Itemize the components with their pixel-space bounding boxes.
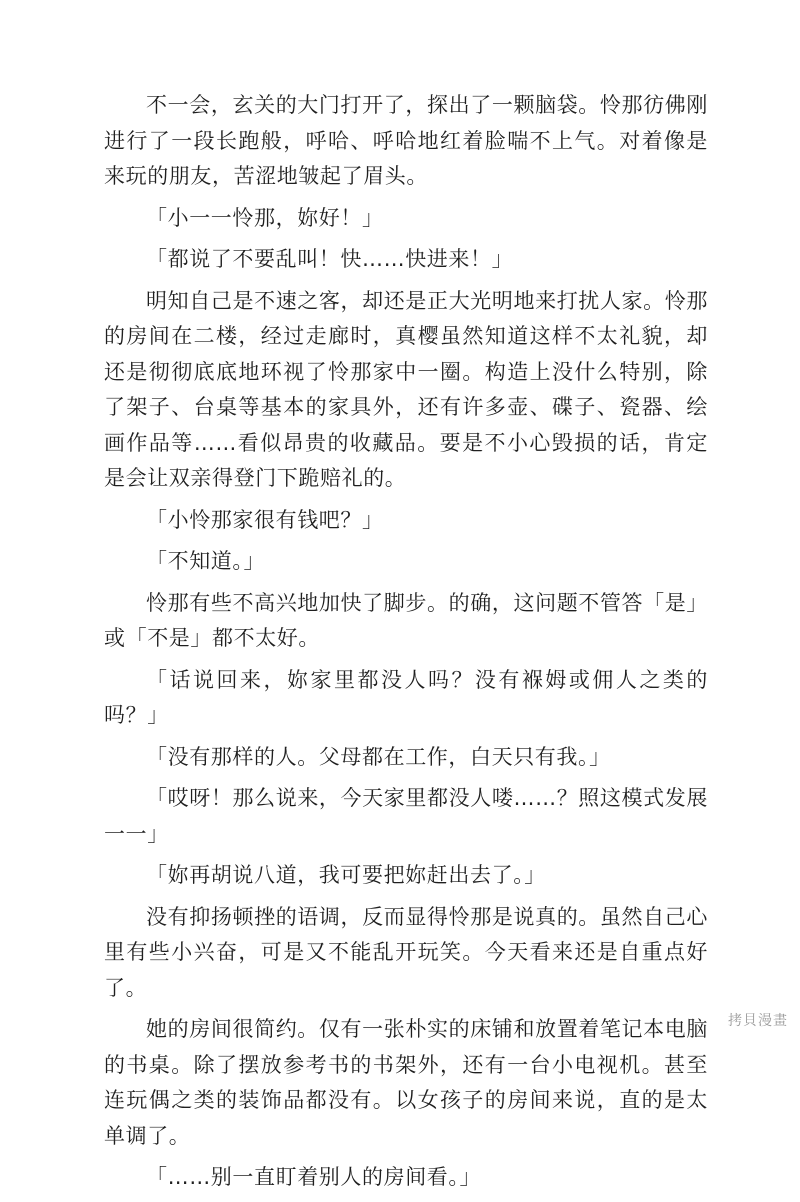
paragraph: 「小怜那家很有钱吧？」 (146, 507, 384, 532)
watermark: 拷貝漫畫 (728, 1013, 788, 1029)
paragraph: 「哎呀！那么说来，今天家里都没人喽……？照这模式发展一一」 (104, 786, 708, 846)
paragraph: 「……别一直盯着别人的房间看。」 (146, 1165, 482, 1189)
paragraph: 「没有那样的人。父母都在工作，白天只有我。」 (146, 744, 611, 769)
text-page (104, 88, 708, 1202)
paragraph: 她的房间很简约。仅有一张朴实的床铺和放置着笔记本电脑的书桌。除了摆放参考书的书架外，还有一台小电视机。甚至连玩偶之类的装饰品都没有。以女孩子的房间来说，直的是太单调了。 (104, 1017, 708, 1148)
paragraph: 明知自己是不速之客，却还是正大光明地来打扰人家。怜那的房间在二楼，经过走廊时，真樱虽然知道这样不太礼貌，却还是彻彻底底地环视了怜那家中一圈。构造上没什么特别，除了架子、台桌等基本的家具外，还有许多壶、碟子、瓷器、绘画作品等……看似昂贵的收藏品。要是不小心毁损的话，肯定是会让双亲得登门下跪赔礼的。 (104, 288, 708, 490)
paragraph: 「小一一怜那，妳好！」 (146, 205, 384, 230)
paragraph: 「不知道。」 (146, 549, 266, 573)
paragraph: 「妳再胡说八道，我可要把妳赶出去了。」 (146, 863, 546, 887)
paragraph: 「话说回来，妳家里都没人吗？没有褓姆或佣人之类的吗？」 (104, 667, 708, 727)
paragraph: 不一会，玄关的大门打开了，探出了一颗脑袋。怜那彷佛刚进行了一段长跑般，呼哈、呼哈地红着脸喘不上气。对着像是来玩的朋友，苦涩地皱起了眉头。 (104, 93, 708, 188)
paragraph: 怜那有些不高兴地加快了脚步。的确，这问题不管答「是」或「不是」都不太好。 (104, 590, 708, 650)
paragraph: 「都说了不要乱叫！快……快进来！」 (146, 247, 514, 271)
paragraph: 没有抑扬顿挫的语调，反而显得怜那是说真的。虽然自己心里有些小兴奋，可是又不能乱开玩笑。今天看来还是自重点好了。 (104, 904, 708, 1000)
